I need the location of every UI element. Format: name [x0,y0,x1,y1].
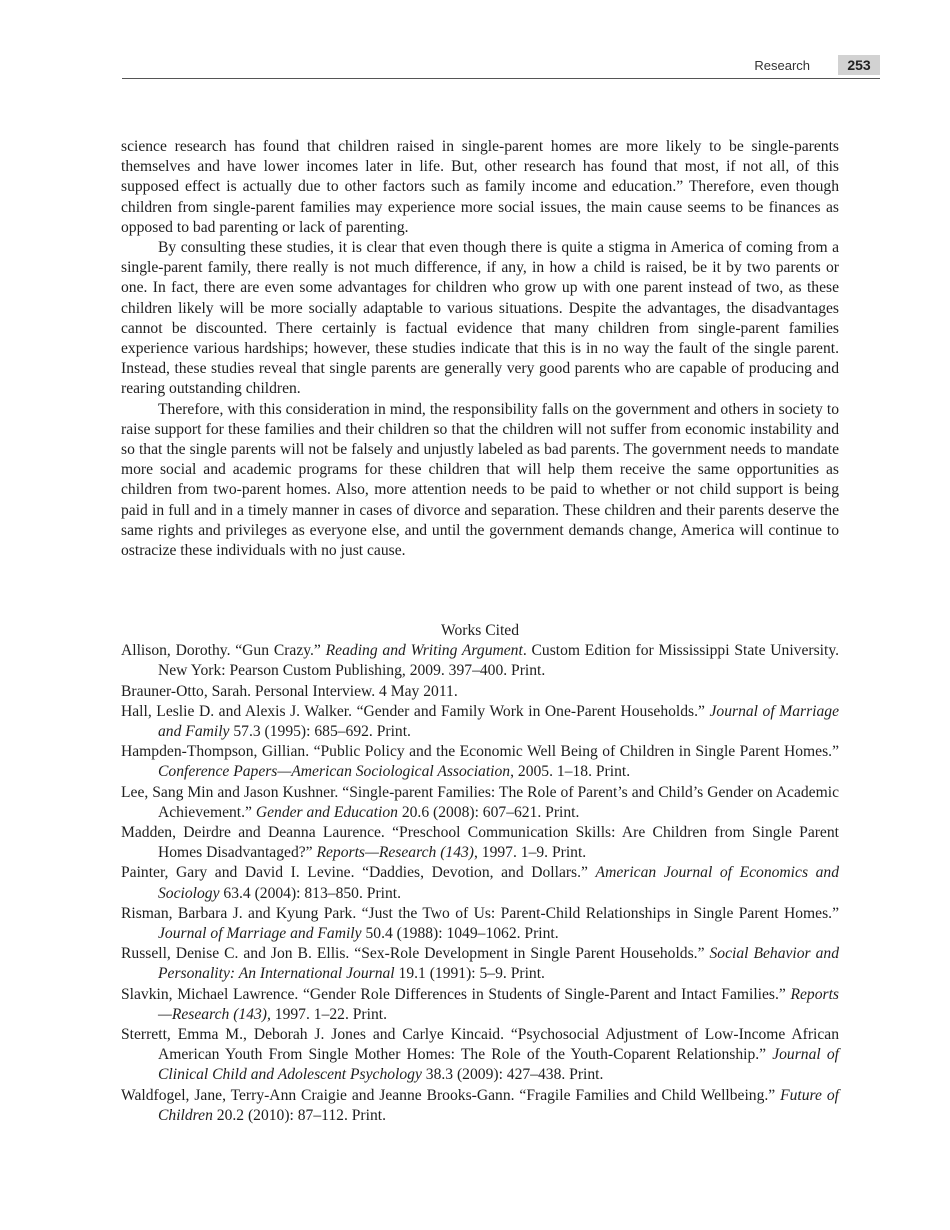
citation-text: Lee, Sang Min and Jason Kushner. “Single-parent Families: The Role of Parent’s and Child’s Gender on Academic Achievement.” [121,783,839,821]
citation-source-title: Future of Children [158,1086,839,1124]
citation-text: 50.4 (1988): 1049–1062. Print. [361,925,559,943]
citation-text: Madden, Deirdre and Deanna Laurence. “Preschool Communication Skills: Are Children from Single Parent Homes Disadvantaged?” [121,824,839,862]
citation-text: Slavkin, Michael Lawrence. “Gender Role Differences in Students of Single-Parent and Intact Families.” [121,985,791,1003]
citation-entry [121,702,839,742]
citation-source-title: Reports—Research (143) [316,844,474,862]
citation-text: , 2005. 1–18. Print. [510,763,631,781]
citation-entry [121,904,839,944]
citation-source-title: Gender and Education [255,803,398,821]
citation-source-title: Reading and Writing Argument [325,642,523,660]
paragraph: By consulting these studies, it is clear that even though there is quite a stigma in America of coming from a single-parent family, there really is not much difference, if any, in how a child is raised, be it by two parents or one. In fact, there are even some advantages for children who grow up with one parent instead of two, as these children likely will be more socially adaptable to various situations. Despite the advantages, the disadvantages cannot be discounted. There certainly is factual evidence that many children from single-parent families experience various hardships; however, these studies indicate that this is in no way the fault of the single parent. Instead, these studies reveal that single parents are generally very good parents who are capable of producing and rearing outstanding children. [121,239,839,398]
header-section-label: Research [754,58,810,73]
citation-source-title: American Journal of Economics and Sociology [158,864,839,902]
citation-source-title: Conference Papers—American Sociological Association [158,763,511,781]
body-text [121,137,839,561]
citation-text: Russell, Denise C. and Jon B. Ellis. “Sex-Role Development in Single Parent Households.” [121,945,710,963]
citation-source-title: Journal of Marriage and Family [158,702,839,741]
citation-text: Sterrett, Emma M., Deborah J. Jones and Carlye Kincaid. “Psychosocial Adjustment of Low-Income African American Youth From Single Mother Homes: The Role of the Youth-Coparent Relationship.” [121,1026,839,1064]
citation-text: 57.3 (1995): 685–692. Print. [229,723,411,741]
citation-text: 20.2 (2010): 87–112. Print. [212,1106,386,1124]
citation-entry [121,863,839,903]
citation-entry [121,682,839,702]
citation-entry [121,783,839,823]
citation-text: Hampden-Thompson, Gillian. “Public Policy and the Economic Well Being of Children in Single Parent Homes.” [121,743,839,761]
citation-text: Allison, Dorothy. “Gun Crazy.” [121,642,326,660]
citation-text: Painter, Gary and David I. Levine. “Daddies, Devotion, and Dollars.” [121,864,596,882]
paragraph: Therefore, with this consideration in mind, the responsibility falls on the government and others in society to raise support for these families and their children so that the children will not suffer from economic instability and so that the single parents will not be falsely and unjustly labeled as bad parents. The government needs to mandate more social and academic programs for these children that will help them receive the same opportunities as children from two-parent homes. Also, more attention needs to be paid to whether or not child support is being paid in full and in a timely manner in cases of divorce and separation. These children and their parents deserve the same rights and privileges as everyone else, and until the government demands change, America will continue to ostracize these individuals with no just cause. [121,400,839,560]
citation-source-title: Journal of Clinical Child and Adolescent Psychology [158,1046,839,1084]
citation-text: , 1997. 1–9. Print. [473,844,587,862]
citation-source-title: Reports—Research (143), [158,985,839,1023]
citation-text: . Custom Edition for Mississippi State University. New York: Pearson Custom Publishing, 2009. 397–400. Print. [158,642,840,680]
citation-text: 19.1 (1991): 5–9. Print. [394,965,545,983]
paragraph: science research has found that children raised in single-parent homes are more likely to be single-parents themselves and have lower incomes later in life. But, other research has found that most, if not all, of this supposed effect is actually due to other factors such as family income and education.” Therefore, even though children from single-parent families may experience more social issues, the main cause seems to be finances as opposed to bad parenting or lack of parenting. [121,138,839,236]
citation-entry [121,985,839,1025]
citation-entry [121,1086,839,1126]
citation-text: Brauner-Otto, Sarah. Personal Interview. 4 May 2011. [121,682,458,700]
citation-entry [121,944,839,984]
works-cited-list [121,641,839,1126]
works-cited-section [121,621,839,1126]
citation-text: 63.4 (2004): 813–850. Print. [219,884,401,902]
citation-entry [121,641,839,681]
citation-source-title: Social Behavior and Personality: An International Journal [158,945,839,983]
citation-entry [121,1025,839,1086]
citation-text: Risman, Barbara J. and Kyung Park. “Just the Two of Us: Parent-Child Relationships in Single Parent Homes.” [121,904,839,922]
citation-source-title: Journal of Marriage and Family [158,925,362,943]
works-cited-title: Works Cited [440,622,519,639]
citation-entry [121,742,839,782]
citation-text: Waldfogel, Jane, Terry-Ann Craigie and Jeanne Brooks-Gann. “Fragile Families and Child Wellbeing.” [121,1086,781,1104]
citation-text: Hall, Leslie D. and Alexis J. Walker. “Gender and Family Work in One-Parent Households.” [121,702,710,720]
running-header [122,54,880,79]
citation-text: 1997. 1–22. Print. [270,1005,387,1023]
page-number: 253 [838,55,880,75]
citation-entry [121,823,839,863]
citation-text: 38.3 (2009): 427–438. Print. [421,1066,604,1084]
citation-text: 20.6 (2008): 607–621. Print. [397,803,580,821]
